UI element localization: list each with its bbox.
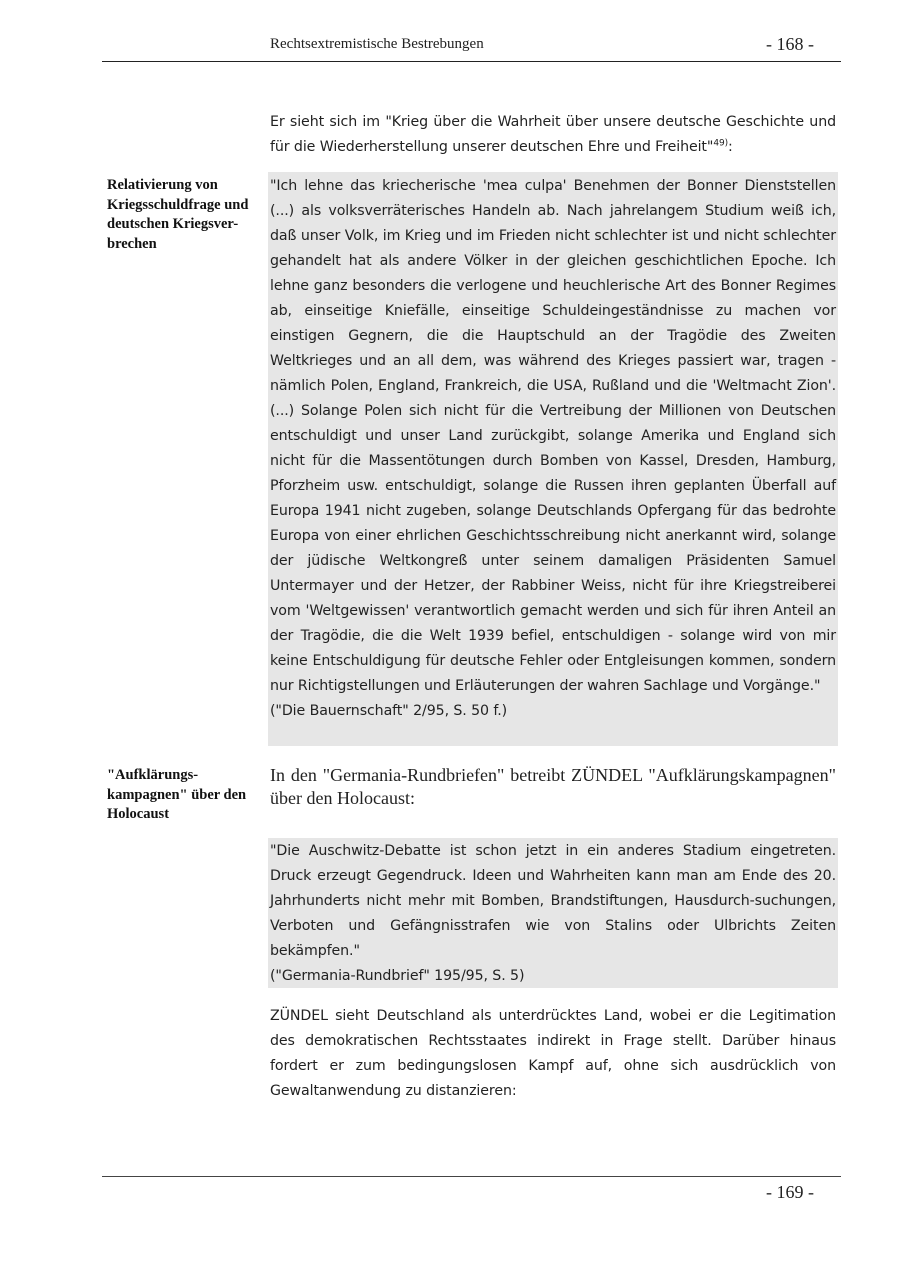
footnote-ref: 49) (713, 138, 728, 149)
zuendel-paragraph: In den "Germania-Rundbriefen" betreibt ZÜNDEL "Aufklärungskampagnen" über den Holocaust: (270, 765, 836, 808)
quote-source: ("Die Bauernschaft" 2/95, S. 50 f.) (270, 703, 508, 719)
intro-paragraph (270, 110, 836, 160)
footer-page-number: - 169 - (766, 1182, 814, 1202)
margin-note-holocaust: "Aufklärungs-kampagnen" über den Holocaust (107, 767, 247, 822)
intro-trailing: : (728, 139, 733, 155)
intro-text: Er sieht sich im "Krieg über die Wahrheit über unsere deutsche Geschichte und für die Wiederherstellung unserer deutschen Ehre und Freiheit" (270, 114, 836, 155)
footer-rule (102, 1176, 841, 1177)
header-rule (102, 61, 841, 62)
quote-source: ("Germania-Rundbrief" 195/95, S. 5) (270, 968, 525, 984)
quote-text: "Die Auschwitz-Debatte ist schon jetzt in ein anderes Stadium eingetreten. Druck erzeugt Gegendruck. Ideen und Wahrheiten kann man am Ende des 20. Jahrhunderts nicht mehr mit Bomben, Brandstiftungen, Hausdurch-suchungen, Verboten und Gefängnisstrafen wie von Stalins oder Ulbrichts Zeiten bekämpfen." (270, 843, 836, 959)
header-page-number: - 168 - (766, 34, 814, 54)
closing-paragraph: ZÜNDEL sieht Deutschland als unterdrücktes Land, wobei er die Legitimation des demokratischen Rechtsstaates indirekt in Frage stellt. Darüber hinaus fordert er zum bedingungslosen Kampf auf, ohne sich ausdrücklich von Gewaltanwendung zu distanzieren: (270, 1008, 836, 1099)
margin-note-kriegsschuld: Relativierung von Kriegsschuldfrage und deutschen Kriegsver-brechen (107, 177, 249, 252)
quote-text: "Ich lehne das kriecherische 'mea culpa' Benehmen der Bonner Dienststellen (...) als volksverräterisches Handeln ab. Nach jahrelangem Studium weiß ich, daß unser Volk, im Krieg und im Frieden nicht schlechter ist und nicht schlechter gehandelt hat als andere Völker in der gleichen geschichtlichen Epoche. Ich lehne ganz besonders die verlogene und heuchlerische Art des Bonner Regimes ab, einseitige Kniefälle, einseitige Schuldeingeständnisse zu machen vor einstigen Gegnern, die die Hauptschuld an der Tragödie des Zweiten Weltkrieges und an all dem, was während des Krieges passiert war, tragen - nämlich Polen, England, Frankreich, die USA, Rußland und die 'Weltmacht Zion'. (...) Solange Polen sich nicht für die Vertreibung der Millionen von Deutschen entschuldigt und unser Land zurückgibt, solange Amerika und England sich nicht für die Massentötungen durch Bomben von Kassel, Dresden, Hamburg, Pforzheim usw. entschuldigt, solange die Russen ihren geplanten Überfall auf Europa 1941 nicht zugeben, solange Deutschlands Opfergang für das bedrohte Europa von einer ehrlichen Geschichtsschreibung nicht anerkannt wird, solange der jüdische Weltkongreß unter seinem damaligen Präsidenten Samuel Untermayer und der Hetzer, der Rabbiner Weiss, nicht für ihre Kriegstreiberei vom 'Weltgewissen' verantwortlich gemacht werden und sich für ihren Anteil an der Tragödie, die die Welt 1939 befiel, entschuldigen - solange wird von mir keine Entschuldigung für deutsche Fehler oder Entgleisungen kommen, sondern nur Richtigstellungen und Erläuterungen der wahren Sachlage und Vorgänge." (270, 178, 836, 694)
quote-block-germania (268, 838, 838, 988)
quote-block-bauernschaft (268, 172, 838, 746)
running-header-title: Rechtsextremistische Bestrebungen (270, 36, 484, 52)
